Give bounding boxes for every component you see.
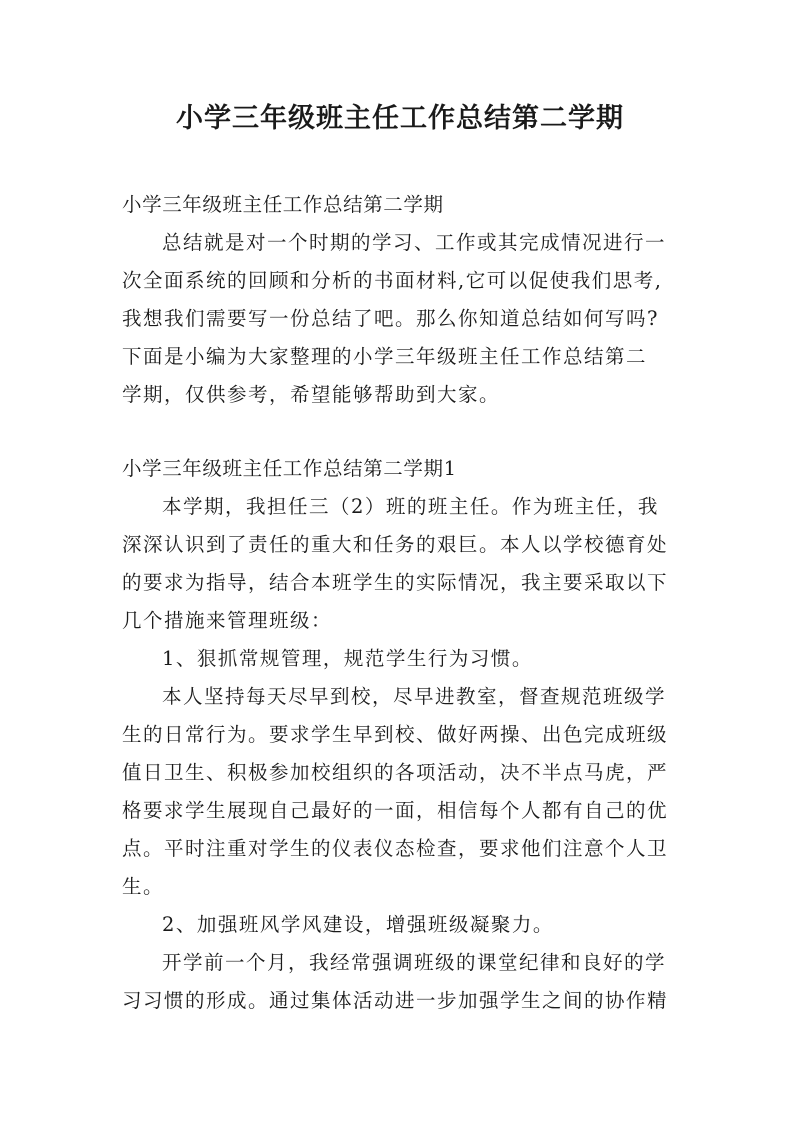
paragraph-line: 生的日常行为。要求学生早到校、做好两操、出色完成班级 [122, 723, 669, 746]
paragraph-line: 习习惯的形成。通过集体活动进一步加强学生之间的协作精 [122, 989, 669, 1012]
paragraph-line: 生。 [122, 875, 165, 898]
paragraph-line: 我想我们需要写一份总结了吧。那么你知道总结如何写吗? [122, 307, 659, 330]
paragraph-line: 学期，仅供参考，希望能够帮助到大家。 [122, 383, 501, 406]
paragraph-line: 本学期，我担任三（2）班的班主任。作为班主任，我 [162, 495, 659, 518]
paragraph-line: 深深认识到了责任的重大和任务的艰巨。本人以学校德育处 [122, 533, 669, 556]
paragraph-line: 本人坚持每天尽早到校，尽早进教室，督查规范班级学 [162, 685, 667, 708]
paragraph-line: 下面是小编为大家整理的小学三年级班主任工作总结第二 [122, 345, 648, 368]
list-item-heading: 2、加强班风学风建设，增强班级凝聚力。 [162, 913, 554, 936]
paragraph-line: 格要求学生展现自己最好的一面，相信每个人都有自己的优 [122, 799, 669, 822]
section-heading: 小学三年级班主任工作总结第二学期1 [122, 457, 457, 480]
intro-heading: 小学三年级班主任工作总结第二学期 [122, 193, 444, 216]
paragraph-line: 值日卫生、积极参加校组织的各项活动，决不半点马虎，严 [122, 761, 669, 784]
paragraph-line: 开学前一个月，我经常强调班级的课堂纪律和良好的学 [162, 951, 667, 974]
document-title: 小学三年级班主任工作总结第二学期 [176, 103, 624, 134]
list-item-heading: 1、狠抓常规管理，规范学生行为习惯。 [162, 647, 533, 670]
paragraph-line: 次全面系统的回顾和分析的书面材料,它可以促使我们思考, [122, 269, 663, 292]
paragraph-line: 几个措施来管理班级： [122, 609, 333, 632]
paragraph-line: 点。平时注重对学生的仪表仪态检查，要求他们注意个人卫 [122, 837, 669, 860]
paragraph-line: 总结就是对一个时期的学习、工作或其完成情况进行一 [162, 231, 667, 254]
paragraph-line: 的要求为指导，结合本班学生的实际情况，我主要采取以下 [122, 571, 669, 594]
